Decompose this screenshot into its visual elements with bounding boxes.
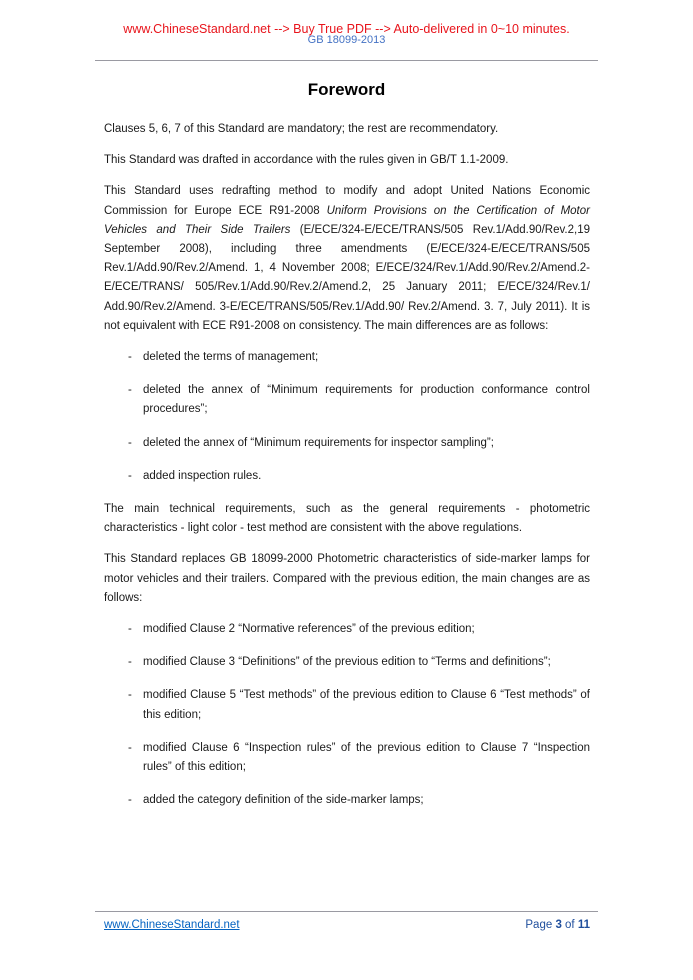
- list-item: [104, 653, 590, 672]
- dash-bullet: -: [128, 436, 132, 449]
- list-item: [104, 434, 590, 453]
- list-item-text: modified Clause 3 “Definitions” of the previous edition to “Terms and definitions”;: [143, 656, 551, 669]
- list-item-text: deleted the terms of management;: [143, 351, 319, 364]
- footer-divider: [95, 911, 598, 912]
- watermark-banner[interactable]: www.ChineseStandard.net --> Buy True PDF --> Auto-delivered in 0~10 minutes.: [123, 22, 570, 36]
- list-item: [104, 467, 590, 486]
- page-word: Page: [525, 919, 556, 931]
- paragraph: This Standard replaces GB 18099-2000 Photometric characteristics of side-marker lamps for motor vehicles and their trailers. Compared with the previous edition, the main changes are as follows:: [104, 553, 590, 604]
- dash-bullet: -: [128, 794, 132, 807]
- bullet-list-changes: [104, 620, 590, 810]
- dash-bullet: -: [128, 351, 132, 364]
- of-word: of: [561, 919, 578, 931]
- list-item: [104, 739, 590, 777]
- list-item: [104, 348, 590, 367]
- paragraph: The main technical requirements, such as the general requirements - photometric characteristics - light color - test method are consistent with the above regulations.: [104, 503, 590, 535]
- dash-bullet: -: [128, 689, 132, 702]
- paragraph-text: (E/ECE/324-E/ECE/TRANS/505 Rev.1/Add.90/Rev.2,19 September 2008), including three amendments (E/ECE/324-E/ECE/TRANS/505 Rev.1/Add.90/Rev.2/Amend. 1, 4 November 2008; E/ECE/324/Rev.1/Add.90/Rev.2/Amend.2-E/ECE/TRANS/ 505/Rev.1/Add.90/Rev.2/Amend.2, 25 January 2011; E/ECE/324/Rev.1/ Add.90/Rev.2/Amend. 3-E/ECE/TRANS/505/Rev.1/Add.90/ Rev.2/Amend. 3. 7, July 2011). It is not equivalent with ECE R91-2008 on consistency. The main differences are as follows:: [104, 223, 590, 332]
- header-divider: [95, 60, 598, 61]
- list-item: [104, 620, 590, 639]
- list-item-text: deleted the annex of “Minimum requirements for production conformance control procedures”;: [143, 384, 590, 416]
- page-total: 11: [577, 919, 590, 931]
- dash-bullet: -: [128, 469, 132, 482]
- list-item-text: deleted the annex of “Minimum requirements for inspector sampling”;: [143, 436, 494, 449]
- paragraph: Clauses 5, 6, 7 of this Standard are mandatory; the rest are recommendatory.: [104, 123, 499, 135]
- paragraph: [104, 182, 590, 336]
- document-body: [104, 120, 590, 824]
- doc-number: GB 18099-2013: [307, 34, 386, 46]
- list-item-text: modified Clause 2 “Normative references” of the previous edition;: [143, 623, 475, 636]
- list-item-text: modified Clause 5 “Test methods” of the previous edition to Clause 6 “Test methods” of this edition;: [143, 689, 590, 721]
- list-item: [104, 381, 590, 419]
- list-item-text: added the category definition of the side-marker lamps;: [143, 794, 424, 807]
- dash-bullet: -: [128, 656, 132, 669]
- dash-bullet: -: [128, 623, 132, 636]
- page-indicator: [525, 919, 590, 931]
- list-item: [104, 791, 590, 810]
- page-title: Foreword: [307, 80, 386, 99]
- bullet-list-differences: [104, 348, 590, 486]
- footer-site-link[interactable]: www.ChineseStandard.net: [104, 919, 240, 931]
- list-item-text: modified Clause 6 “Inspection rules” of the previous edition to Clause 7 “Inspection rules” of this edition;: [143, 741, 590, 774]
- list-item-text: added inspection rules.: [143, 469, 262, 482]
- page-number: 3: [555, 919, 562, 931]
- paragraph-text: This Standard uses redrafting method to modify and adopt United Nations Economic Commission for Europe ECE R91-2008: [104, 185, 590, 217]
- dash-bullet: -: [128, 384, 132, 397]
- dash-bullet: -: [128, 741, 132, 754]
- italic-citation: Uniform Provisions on the Certification of Motor Vehicles and Their Side Trailers: [104, 204, 590, 236]
- paragraph: This Standard was drafted in accordance with the rules given in GB/T 1.1-2009.: [104, 154, 509, 167]
- list-item: [104, 686, 590, 724]
